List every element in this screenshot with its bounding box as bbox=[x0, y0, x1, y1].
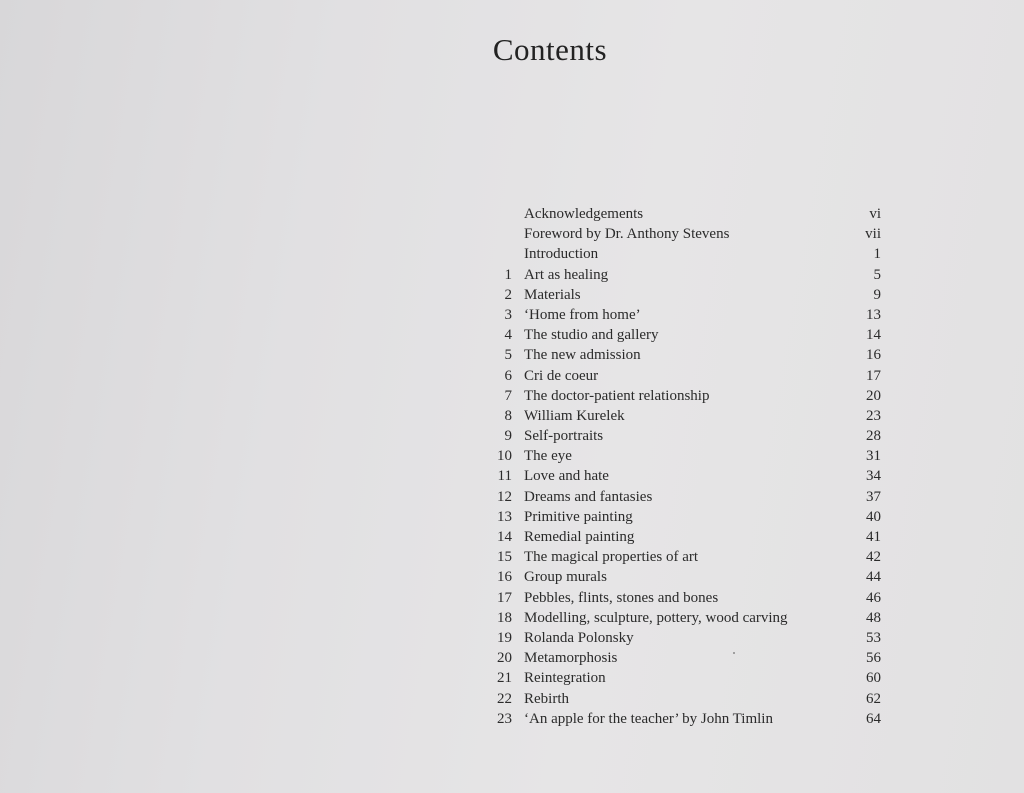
chapter-number: 13 bbox=[497, 508, 512, 525]
page-number: 1 bbox=[873, 246, 881, 263]
paper-speck bbox=[733, 652, 735, 654]
toc-entry bbox=[480, 588, 885, 608]
chapter-title: Self-portraits bbox=[524, 428, 604, 445]
page-number: 60 bbox=[866, 670, 881, 687]
chapter-title: Acknowledgements bbox=[524, 206, 644, 222]
chapter-number: 23 bbox=[497, 710, 512, 727]
chapter-number: 19 bbox=[497, 629, 512, 646]
page-number: 41 bbox=[866, 529, 881, 545]
page-number: 53 bbox=[866, 629, 881, 646]
page-number: vi bbox=[869, 206, 881, 222]
chapter-title: ‘Home from home’ bbox=[524, 306, 641, 323]
chapter-number: 21 bbox=[497, 670, 512, 687]
toc-entry bbox=[480, 547, 885, 567]
toc-entry bbox=[480, 709, 885, 729]
chapter-title: Primitive painting bbox=[524, 508, 633, 525]
chapter-title: Metamorphosis bbox=[524, 650, 618, 667]
page-number: 13 bbox=[866, 306, 881, 323]
toc-entry bbox=[480, 446, 885, 466]
chapter-title: Art as healing bbox=[524, 266, 609, 283]
table-of-contents bbox=[480, 204, 885, 729]
chapter-number: 14 bbox=[497, 529, 512, 545]
chapter-number: 1 bbox=[504, 266, 512, 283]
toc-entry bbox=[480, 325, 885, 345]
chapter-number: 11 bbox=[497, 468, 512, 485]
toc-entry bbox=[480, 426, 885, 446]
page-number: 20 bbox=[866, 387, 881, 404]
toc-entry bbox=[480, 386, 885, 406]
chapter-number: 4 bbox=[504, 327, 512, 344]
page-number: 31 bbox=[866, 448, 881, 465]
chapter-title: Love and hate bbox=[524, 468, 609, 485]
page-number: 37 bbox=[866, 488, 881, 505]
chapter-number: 10 bbox=[497, 448, 512, 465]
chapter-number: 5 bbox=[504, 347, 512, 364]
chapter-title: The studio and gallery bbox=[524, 327, 659, 344]
chapter-title: Cri de coeur bbox=[524, 367, 599, 384]
chapter-number: 7 bbox=[504, 387, 512, 404]
chapter-number: 8 bbox=[504, 407, 512, 424]
chapter-number: 18 bbox=[497, 609, 512, 626]
chapter-title: Rolanda Polonsky bbox=[524, 629, 634, 646]
page-title: Contents bbox=[492, 32, 608, 67]
toc-entry bbox=[480, 366, 885, 386]
chapter-title: Reintegration bbox=[524, 670, 606, 687]
toc-entry bbox=[480, 204, 885, 224]
chapter-title: Foreword by Dr. Anthony Stevens bbox=[524, 226, 730, 243]
toc-entry bbox=[480, 265, 885, 285]
chapter-number: 16 bbox=[497, 569, 512, 586]
chapter-number: 12 bbox=[497, 488, 512, 505]
page-number: 62 bbox=[866, 690, 881, 707]
toc-entry bbox=[480, 466, 885, 486]
toc-entry bbox=[480, 668, 885, 688]
page-number: 9 bbox=[873, 286, 881, 303]
chapter-title: Introduction bbox=[524, 246, 599, 263]
page-number: 46 bbox=[866, 589, 881, 606]
page-number: 40 bbox=[866, 508, 881, 525]
chapter-number: 20 bbox=[497, 650, 512, 667]
page-number: 23 bbox=[866, 407, 881, 424]
page-number: 16 bbox=[866, 347, 881, 364]
toc-entry bbox=[480, 628, 885, 648]
chapter-title: Modelling, sculpture, pottery, wood carving bbox=[524, 609, 788, 626]
toc-entry bbox=[480, 305, 885, 325]
chapter-title: Rebirth bbox=[524, 690, 569, 707]
toc-entry bbox=[480, 244, 885, 264]
toc-entry bbox=[480, 345, 885, 365]
page-number: 34 bbox=[866, 468, 881, 485]
chapter-title: The doctor-patient relationship bbox=[524, 387, 710, 404]
chapter-title: ‘An apple for the teacher’ by John Timlin bbox=[524, 710, 773, 727]
chapter-title: The magical properties of art bbox=[524, 549, 699, 566]
chapter-number: 2 bbox=[504, 286, 512, 303]
chapter-number: 15 bbox=[497, 549, 512, 566]
page-number: 14 bbox=[866, 327, 881, 344]
toc-entry bbox=[480, 285, 885, 305]
chapter-number: 3 bbox=[504, 306, 512, 323]
chapter-title: Materials bbox=[524, 286, 581, 303]
chapter-number: 17 bbox=[497, 589, 512, 606]
toc-entry bbox=[480, 567, 885, 587]
page-number: 48 bbox=[866, 609, 881, 626]
toc-entry bbox=[480, 507, 885, 527]
chapter-title: The eye bbox=[524, 448, 572, 465]
page-number: 28 bbox=[866, 428, 881, 445]
chapter-number: 6 bbox=[504, 367, 512, 384]
page-number: 44 bbox=[866, 569, 881, 586]
chapter-title: Pebbles, flints, stones and bones bbox=[524, 589, 719, 606]
chapter-number: 9 bbox=[504, 428, 512, 445]
toc-entry bbox=[480, 608, 885, 628]
page-number: vii bbox=[865, 226, 881, 243]
toc-entry bbox=[480, 527, 885, 547]
chapter-number: 22 bbox=[497, 690, 512, 707]
chapter-title: William Kurelek bbox=[524, 407, 625, 424]
chapter-title: Remedial painting bbox=[524, 529, 635, 545]
page-number: 5 bbox=[873, 266, 881, 283]
chapter-title: The new admission bbox=[524, 347, 641, 364]
page-number: 42 bbox=[866, 549, 881, 566]
toc-entry bbox=[480, 689, 885, 709]
chapter-title: Dreams and fantasies bbox=[524, 488, 653, 505]
toc-entry bbox=[480, 648, 885, 668]
toc-entry bbox=[480, 406, 885, 426]
page-number: 17 bbox=[866, 367, 881, 384]
page-number: 56 bbox=[866, 650, 881, 667]
page-number: 64 bbox=[866, 710, 881, 727]
toc-entry bbox=[480, 487, 885, 507]
chapter-title: Group murals bbox=[524, 569, 607, 586]
toc-entry bbox=[480, 224, 885, 244]
